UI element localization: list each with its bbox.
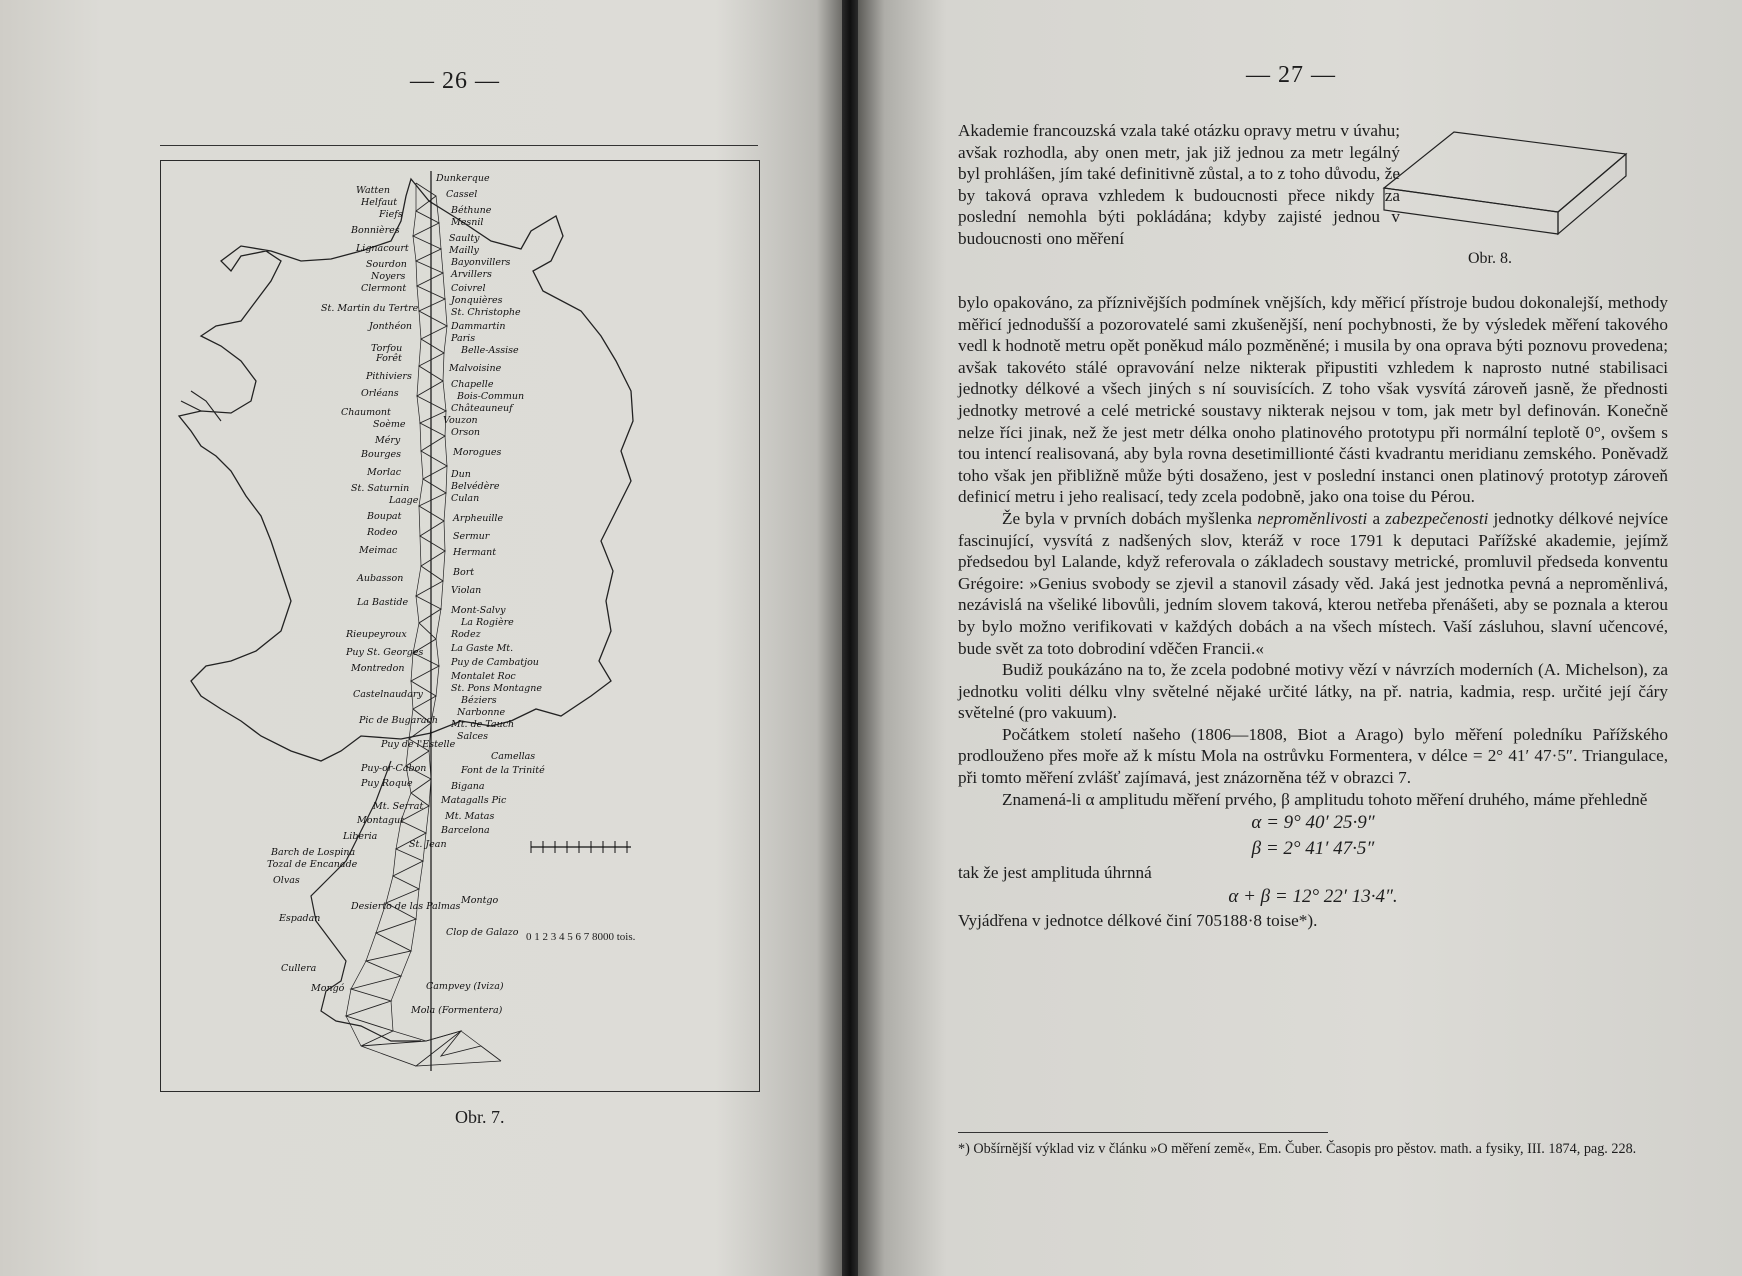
map-label-st-pons: St. Pons Montagne	[451, 683, 542, 694]
map-label-saulty: Saulty	[449, 233, 480, 244]
map-label-mt-matas: Mt. Matas	[445, 811, 495, 822]
map-label-clop-galazo: Clop de Galazo	[446, 927, 519, 938]
map-label-culan: Culan	[451, 493, 480, 504]
map-label-hermant: Hermant	[453, 547, 497, 558]
map-label-barcelona: Barcelona	[441, 825, 490, 836]
map-label-montalet: Montalet Roc	[451, 671, 516, 682]
map-label-castelnaudary: Castelnaudary	[353, 689, 423, 700]
map-label-matagalls: Matagalls Pic	[441, 795, 507, 806]
map-label-bort: Bort	[453, 567, 475, 578]
map-label-narbonne: Narbonne	[457, 707, 506, 718]
map-label-bethune: Béthune	[451, 205, 492, 216]
map-label-arvillers: Arvillers	[451, 269, 492, 280]
map-label-dunkerque: Dunkerque	[436, 173, 490, 184]
map-label-salces: Salces	[457, 731, 489, 742]
map-label-vouzon: Vouzon	[443, 415, 478, 426]
paragraph-2	[958, 508, 1668, 659]
left-page	[0, 0, 842, 1276]
map-label-meimac: Meimac	[359, 545, 398, 556]
map-label-fiefs: Fiefs	[379, 209, 403, 220]
map-label-paris: Paris	[451, 333, 476, 344]
map-label-bourges: Bourges	[361, 449, 401, 460]
map-label-noyers: Noyers	[371, 271, 406, 282]
paragraph-2-part-c: jednotky délkové nejvíce fascinující, vysvítá z nadšených slov, kteráž v roce 1791 k deputaci Pařížské akademie, jejímž předsedou byl Lalande, když referovala o základech soustavy metrické, promluvil předseda konventu Grégoire: »Genius svobody se zjevil a stanovil zásady věd. Jaká jest jednotka pevná a neproměnlivá, nezávislá na všeliké libovůli, jedním slovem taková, kterou netřeba přenášeti, aby se poznala a kterou by bylo možno verifikovati v každých dobách a na všech místech. Vaší zásluhou, slavní učencové, bude svět za toto dobrodiní vděčen Francii.«	[958, 508, 1668, 658]
map-label-mailly: Mailly	[449, 245, 479, 256]
map-label-mt-serrat: Mt. Serrat	[373, 801, 424, 812]
map-label-foret: Forêt	[376, 353, 402, 364]
map-label-mongo: Mongó	[311, 983, 345, 994]
map-label-sermur: Sermur	[453, 531, 490, 542]
map-label-montredon: Montredon	[351, 663, 405, 674]
map-label-st-jean: St. Jean	[409, 839, 447, 850]
main-text-block	[958, 292, 1668, 931]
map-label-montagut: Montagut	[357, 815, 405, 826]
map-label-gaste: La Gaste Mt.	[451, 643, 514, 654]
right-page	[858, 0, 1742, 1276]
map-label-dammartin: Dammartin	[451, 321, 506, 332]
map-label-cullera: Cullera	[281, 963, 317, 974]
map-label-laage: Laage	[389, 495, 419, 506]
map-label-montgo: Montgo	[461, 895, 499, 906]
map-label-la-bastide: La Bastide	[357, 597, 409, 608]
map-labels-east	[350, 173, 545, 1016]
paragraph-6: tak že jest amplituda úhrnná	[958, 863, 1152, 883]
map-label-dun: Dun	[451, 469, 471, 480]
meridian-map	[161, 161, 759, 1091]
map-label-torfou: Torfou	[371, 343, 403, 354]
map-label-camellas: Camellas	[491, 751, 536, 762]
map-label-belle-assise: Belle-Assise	[461, 345, 519, 356]
map-label-mesnil: Mesnil	[451, 217, 484, 228]
map-label-soeme: Soème	[373, 419, 406, 430]
map-label-chapelle: Chapelle	[451, 379, 494, 390]
equation-beta: β = 2° 41′ 47·5″	[1251, 838, 1375, 860]
paragraph-1-continued: bylo opakováno, za příznivějších podmínek vnějších, kdy měřicí přístroje budou dokonalejší, methody měřicí jednodušší a pozorovatelé sami zkušenější, není pochybnosti, že by výsledek měření takového vedl k hodnotě metru opět poněkud málo pozměněné; i musila by ona oprava býti poznovu provedena; avšak takovéto stálé opravování nelze nikterak připustiti vzhledem k naprosto nutné stabilisaci jednotky délkové a všech jiných s ní souvisících. Z toho však vysvítá zároveň jasně, že přednosti jednotky metrové a celé metrické soustavy nikterak nejsou v tom, jak metr byl definován. Konečně nelze říci jinak, než že jest metr délka onoho platinového prototypu při normální teplotě 0°, ovšem s tou intencí realisovaná, aby byla rovna desetimillionté části kvadrantu meridianu zemského. Poněvadž toho však jen přibližně může býti dosaženo, jest v poslední instanci onen platinový prototyp zároveň definicí metru i jeho realisací, tedy zcela podobně, jako ona toise du Pérou.	[958, 293, 1668, 507]
map-label-orson: Orson	[451, 427, 481, 438]
paragraph-3: Budiž poukázáno na to, že zcela podobné motivy vězí v návrzích moderních (A. Michelson), za jednotku voliti délku vlny světelné nějaké určité látky, na př. natria, kadmia, resp. určité její čáry světelné (pro vakuum).	[958, 660, 1668, 723]
map-label-malvoisine: Malvoisine	[449, 363, 502, 374]
map-label-orleans: Orléans	[361, 388, 399, 399]
paragraph-2-part-b: a	[1367, 508, 1386, 528]
map-label-chaumont: Chaumont	[341, 407, 391, 418]
emphasis-zabezpečenosti: zabezpečenosti	[1385, 508, 1489, 528]
map-label-bayonvillers: Bayonvillers	[451, 257, 511, 268]
map-label-clermont: Clermont	[361, 283, 407, 294]
map-label-jontheon: Jonthéon	[369, 321, 413, 332]
map-label-st-martin: St. Martin du Tertre	[321, 303, 419, 314]
scale-label: 0 1 2 3 4 5 6 7 8000 tois.	[526, 931, 636, 943]
figure-caption-7: Obr. 7.	[455, 1107, 505, 1127]
map-label-bigana: Bigana	[451, 781, 485, 792]
map-label-puy-roque: Puy Roque	[361, 778, 413, 789]
map-label-morlac: Morlac	[367, 467, 402, 478]
map-label-st-saturnin: St. Saturnin	[351, 483, 410, 494]
frame-top-rule	[160, 145, 758, 146]
footnote: *) Obšírnější výklad viz v článku »O měření země«, Em. Čuber. Časopis pro pěstov. math. a fysiky, III. 1874, pag. 228.	[958, 1141, 1637, 1157]
map-label-espadan: Espadan	[279, 913, 321, 924]
map-label-violan: Violan	[451, 585, 482, 596]
map-label-tozal: Tozal de Encanade	[267, 859, 358, 870]
map-label-bugarach: Pic de Bugarach	[359, 715, 438, 726]
map-label-rodeo: Rodeo	[367, 527, 398, 538]
map-label-bois-commun: Bois-Commun	[457, 391, 525, 402]
map-label-rodez: Rodez	[451, 629, 481, 640]
map-label-desierto: Desierto de las Palmas	[351, 901, 461, 912]
map-label-belvedere: Belvédère	[451, 481, 500, 492]
map-label-rieupeyroux: Rieupeyroux	[346, 629, 407, 640]
footnote-rule	[958, 1132, 1328, 1133]
map-label-puy-estelle: Puy de l'Estelle	[381, 739, 456, 750]
map-frame	[160, 160, 760, 1092]
figure-caption-8: Obr. 8.	[1468, 250, 1512, 267]
map-label-la-rogiere: La Rogière	[461, 617, 514, 628]
map-label-lignacourt: Lignacourt	[356, 243, 409, 254]
map-label-barch: Barch de Lospina	[271, 847, 356, 858]
map-label-mery: Méry	[375, 435, 401, 446]
page-number-left: — 26 —	[410, 68, 500, 94]
map-label-pithiviers: Pithiviers	[366, 371, 412, 382]
map-label-campvey: Campvey (Iviza)	[426, 981, 504, 992]
emphasis-neproměnlivosti: neproměnlivosti	[1257, 508, 1368, 528]
west-coast-spain	[181, 391, 221, 421]
paragraph-2-part-a: Že byla v prvních dobách myšlenka	[1002, 508, 1258, 528]
map-label-chateauneuf: Châteauneuf	[451, 403, 513, 414]
map-label-puy-or-cabon: Puy-or-Cabon	[361, 763, 427, 774]
map-label-olvas: Olvas	[273, 875, 300, 886]
equation-alpha: α = 9° 40′ 25·9″	[1251, 812, 1375, 834]
map-label-font-trinite: Font de la Trinité	[461, 765, 545, 776]
map-label-liberia: Liberia	[343, 831, 378, 842]
map-label-boupat: Boupat	[367, 511, 402, 522]
book-gutter	[842, 0, 858, 1276]
map-label-coivrel: Coivrel	[451, 283, 486, 294]
paragraph-1: Akademie francouzská vzala také otázku opravy metru v úvahu; avšak rozhodla, aby onen metr, jak již jednou za metr legálný byl prohlášen, jím také definitivně zůstal, a to z toho důvodu, že by taková oprava vzhledem k budoucnosti přece nikdy za poslední nemohla býti pokládána; kdyby zajisté jednou v budoucnosti ono měření	[958, 121, 1400, 248]
map-label-cambatjou: Puy de Cambatjou	[451, 657, 539, 668]
equation-sum: α + β = 12° 22′ 13·4″.	[1228, 885, 1398, 907]
map-label-morogues: Morogues	[453, 447, 502, 458]
map-label-bonnieres: Bonnières	[351, 225, 400, 236]
map-label-mont-salvy: Mont-Salvy	[451, 605, 506, 616]
map-label-sourdon: Sourdon	[366, 259, 407, 270]
map-label-jonquieres: Jonquières	[451, 295, 503, 306]
scale-bar	[531, 841, 631, 853]
map-label-aubasson: Aubasson	[357, 573, 404, 584]
map-label-arpheuille: Arpheuille	[453, 513, 504, 524]
map-label-helfaut: Helfaut	[361, 197, 398, 208]
paragraph-7: Vyjádřena v jednotce délkové činí 705188·8 toise*).	[958, 910, 1318, 930]
map-label-beziers: Béziers	[461, 695, 497, 706]
map-label-watten: Watten	[356, 185, 390, 196]
map-label-tauch: Mt. de Tauch	[451, 719, 515, 730]
map-label-mola: Mola (Formentera)	[411, 1005, 503, 1016]
map-label-st-christophe: St. Christophe	[451, 307, 521, 318]
figure-8-slab	[1364, 128, 1634, 268]
paragraph-4: Počátkem století našeho (1806—1808, Biot a Arago) bylo měření poledníku Pařížského prodlouženo přes moře až k místu Mola na ostrůvku Formentera, v délce = 2° 41′ 47·5″. Triangulace, při tomto měření zvlášť zajímavá, jest znázorněna též v obrazci 7.	[958, 724, 1668, 788]
map-label-cassel: Cassel	[446, 189, 478, 200]
page-number-right: — 27 —	[1246, 62, 1336, 88]
map-label-puy-st-georges: Puy St. Georges	[346, 647, 424, 658]
paragraph-5: Znamená-li α amplitudu měření prvého, β amplitudu tohoto měření druhého, máme přehledně	[1002, 789, 1648, 809]
